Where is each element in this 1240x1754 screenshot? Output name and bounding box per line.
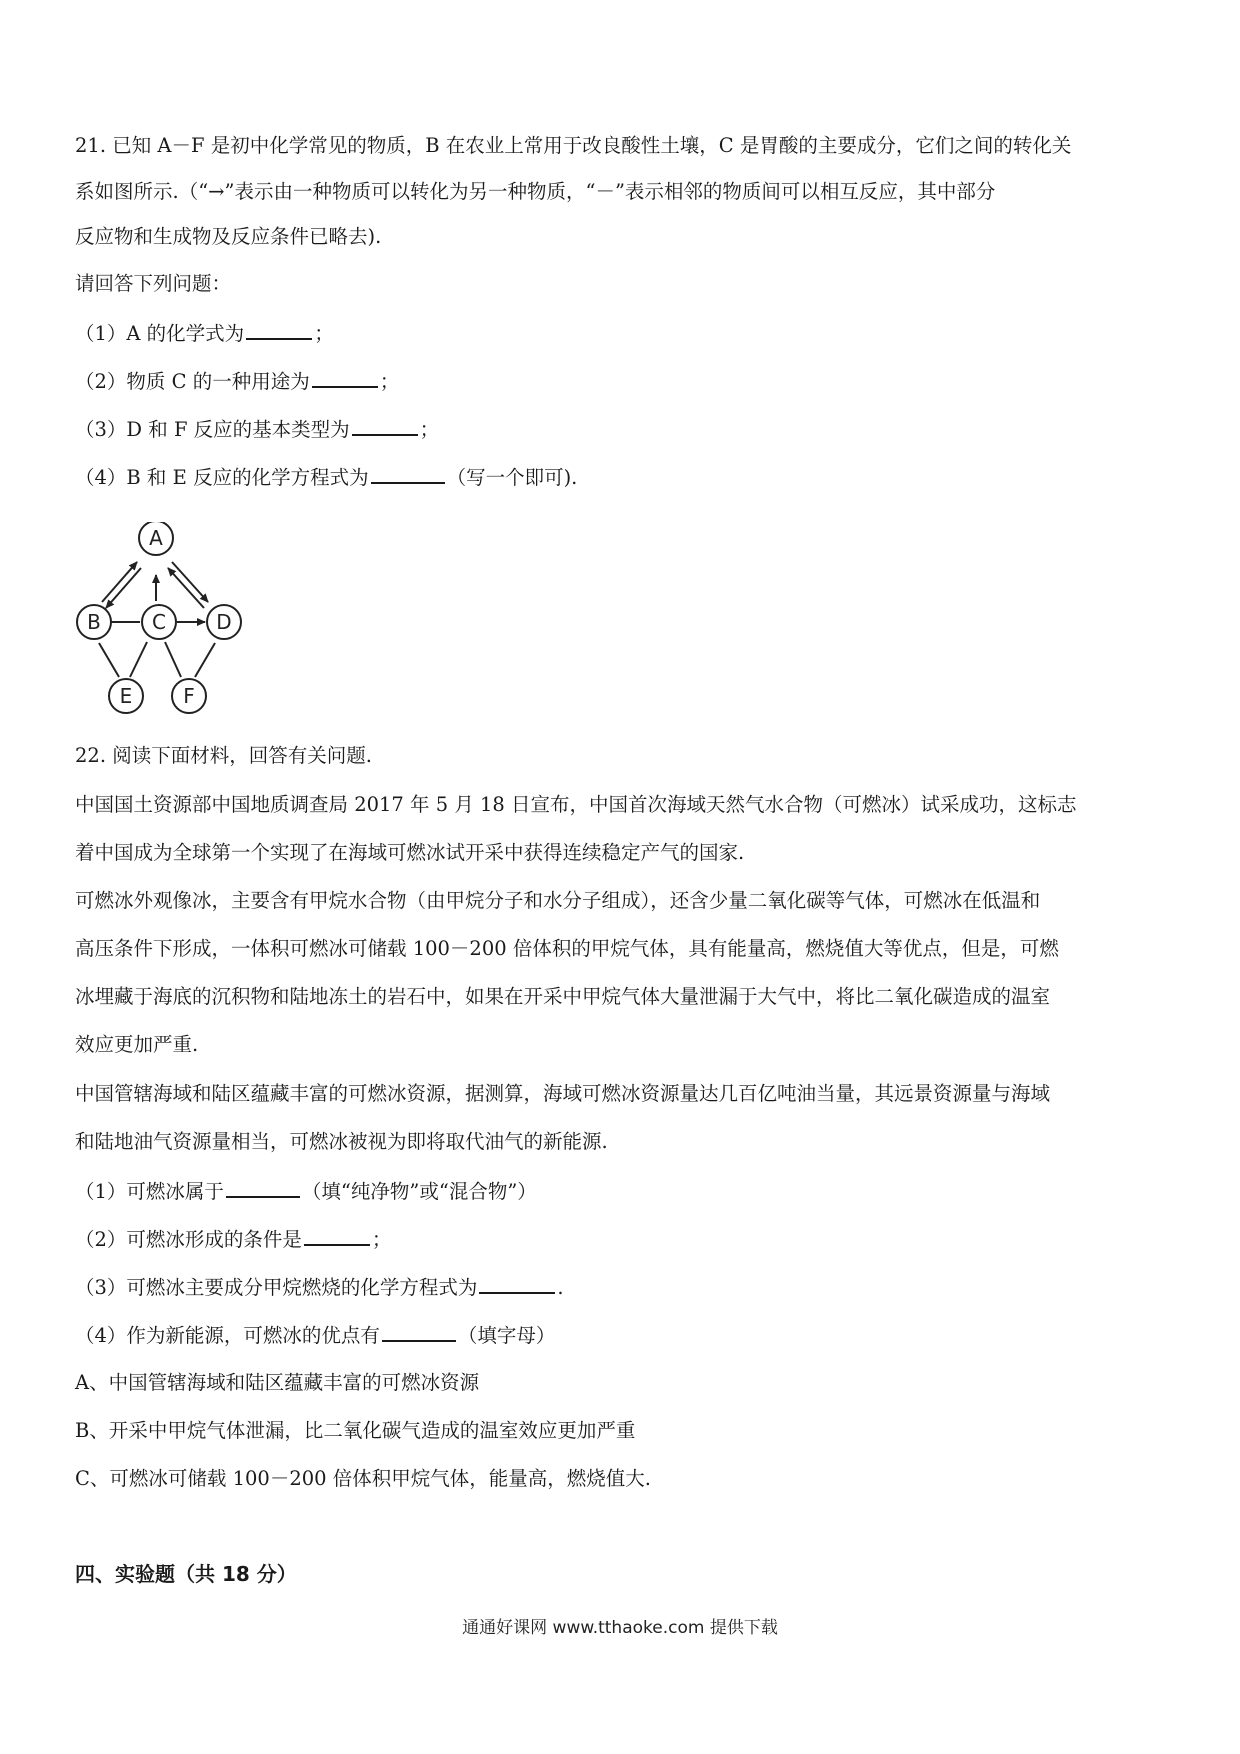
q22-para-2-line-4: 效应更加严重.: [75, 1033, 199, 1056]
q22-para-1-line-1: 中国国土资源部中国地质调查局 2017 年 5 月 18 日宣布，中国首次海域天然气水合物（可燃冰）试采成功，这标志: [75, 793, 1077, 816]
node-b-label: B: [87, 610, 101, 634]
node-a: [139, 522, 173, 555]
q22-title: 22. 阅读下面材料，回答有关问题.: [75, 744, 372, 767]
arrow-a-to-d: [172, 562, 208, 602]
arrow-b-to-a: [102, 562, 137, 602]
node-f-label: F: [183, 684, 195, 708]
link-b-e: [99, 643, 119, 677]
q21-sub-1-text: （1）A 的化学式为: [75, 322, 245, 345]
q22-option-a: A、中国管辖海域和陆区蕴藏丰富的可燃冰资源: [75, 1371, 480, 1394]
node-e-label: E: [119, 684, 133, 708]
q22-para-2-line-2: 高压条件下形成，一体积可燃冰可储载 100－200 倍体积的甲烷气体，具有能量高，燃烧值大等优点，但是，可燃: [75, 937, 1059, 960]
q22-sub-3: [75, 1272, 564, 1302]
link-c-e: [130, 642, 147, 677]
q21-sub-4-text: （4）B 和 E 反应的化学方程式为: [75, 466, 369, 489]
q22-sub-2-text: （2）可燃冰形成的条件是: [75, 1228, 302, 1251]
q22-sub-1: [75, 1176, 537, 1206]
q21-sub-3-text: （3）D 和 F 反应的基本类型为: [75, 418, 350, 441]
q22-para-2-line-1: 可燃冰外观像冰，主要含有甲烷水合物（由甲烷分子和水分子组成），还含少量二氧化碳等气体，可燃冰在低温和: [75, 889, 1041, 912]
q22-para-3-line-2: 和陆地油气资源量相当，可燃冰被视为即将取代油气的新能源.: [75, 1130, 608, 1153]
q22-sub-3-text: （3）可燃冰主要成分甲烷燃烧的化学方程式为: [75, 1276, 478, 1299]
answer-blank: [371, 462, 445, 484]
substance-relation-diagram: [75, 522, 275, 722]
node-f: [172, 679, 206, 713]
q22-sub-2-end: ；: [371, 1228, 392, 1251]
answer-blank: [304, 1224, 370, 1246]
answer-blank: [312, 366, 378, 388]
q21-sub-2-end: ；: [379, 370, 400, 393]
node-e: [109, 679, 143, 713]
q22-sub-1-end: （填“纯净物”或“混合物”）: [301, 1180, 537, 1203]
q22-para-2-line-3: 冰埋藏于海底的沉积物和陆地冻土的岩石中，如果在开采中甲烷气体大量泄漏于大气中，将比二氧化碳造成的温室: [75, 985, 1051, 1008]
answer-blank: [352, 414, 418, 436]
q21-sub-2: [75, 366, 399, 396]
q22-para-3-line-1: 中国管辖海域和陆区蕴藏丰富的可燃冰资源，据测算，海域可燃冰资源量达几百亿吨油当量，其远景资源量与海域: [75, 1082, 1051, 1105]
node-a-label: A: [149, 526, 163, 550]
node-b: [77, 605, 111, 639]
q22-sub-3-end: .: [557, 1276, 564, 1299]
q21-prompt: 请回答下列问题：: [75, 272, 232, 295]
answer-blank: [479, 1272, 555, 1294]
q21-stem-line-3: 反应物和生成物及反应条件已略去).: [75, 225, 382, 248]
q22-sub-4: [75, 1320, 555, 1350]
q21-sub-1: [75, 318, 334, 348]
arrow-d-to-a: [168, 568, 204, 608]
q21-sub-4: [75, 462, 577, 492]
answer-blank: [246, 318, 312, 340]
link-c-f: [165, 642, 181, 677]
q22-sub-1-text: （1）可燃冰属于: [75, 1180, 224, 1203]
q22-option-b: B、开采中甲烷气体泄漏，比二氧化碳气造成的温室效应更加严重: [75, 1419, 636, 1442]
q21-sub-3: [75, 414, 439, 444]
q22-option-c: C、可燃冰可储载 100－200 倍体积甲烷气体，能量高，燃烧值大.: [75, 1467, 651, 1490]
q21-sub-2-text: （2）物质 C 的一种用途为: [75, 370, 310, 393]
q21-stem-line-1: 21. 已知 A－F 是初中化学常见的物质，B 在农业上常用于改良酸性土壤，C 是胃酸的主要成分，它们之间的转化关: [75, 134, 1072, 157]
node-c-label: C: [152, 610, 166, 634]
q22-sub-4-end: （填字母）: [457, 1324, 556, 1347]
node-d-label: D: [216, 610, 232, 634]
node-c: [142, 605, 176, 639]
q22-sub-2: [75, 1224, 391, 1254]
q21-sub-4-end: （写一个即可).: [446, 466, 578, 489]
page-footer: 通通好课网 www.tthaoke.com 提供下载: [462, 1618, 778, 1638]
q22-sub-4-text: （4）作为新能源，可燃冰的优点有: [75, 1324, 380, 1347]
node-d: [207, 605, 241, 639]
answer-blank: [226, 1176, 300, 1198]
link-d-f: [195, 643, 215, 677]
q21-sub-1-end: ；: [314, 322, 334, 345]
answer-blank: [382, 1320, 456, 1342]
section-4-heading: 四、实验题（共 18 分）: [75, 1562, 297, 1586]
arrow-a-to-b: [106, 568, 141, 608]
q21-sub-3-end: ；: [419, 418, 440, 441]
q21-stem-line-2: 系如图所示.（“→”表示由一种物质可以转化为另一种物质，“－”表示相邻的物质间可以相互反应，其中部分: [75, 180, 996, 203]
q22-para-1-line-2: 着中国成为全球第一个实现了在海域可燃冰试开采中获得连续稳定产气的国家.: [75, 841, 745, 864]
